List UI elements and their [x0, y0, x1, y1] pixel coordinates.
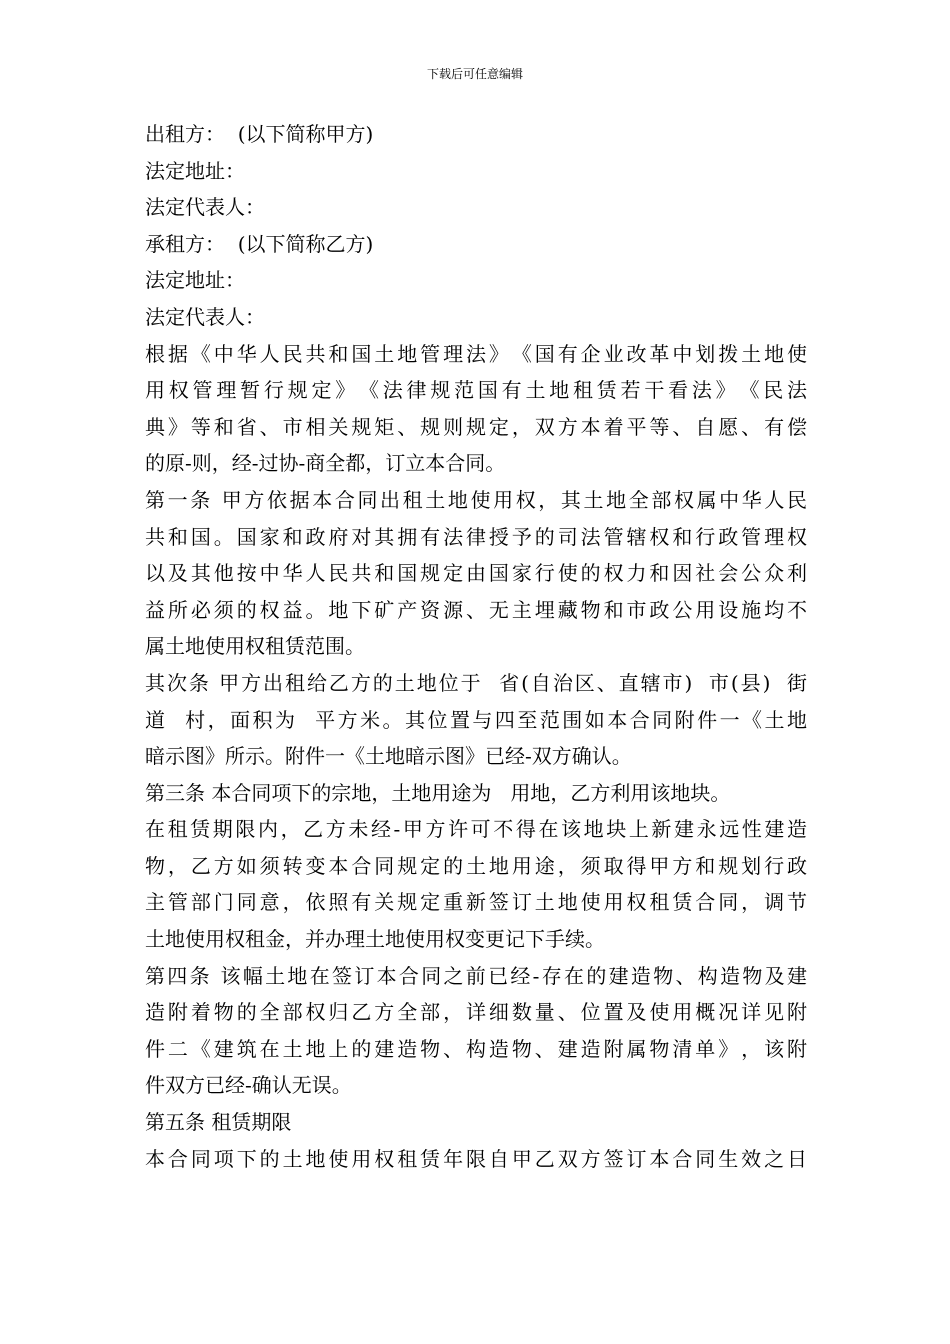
- text-line: 益​所​必​须​的​权​益​。​地​下​矿​产​资​源​、​无​主​埋​藏​物​和​市​政​公​用​设​施​均​不: [145, 597, 807, 622]
- document-body: [145, 116, 807, 1177]
- text-line: 根​据​《​中​华​人​民​共​和​国​土​地​管​理​法​》​《​国​有​企​业​改​革​中​划​拨​土​地​使: [145, 341, 807, 366]
- page-header: 下载后可任意编辑: [426, 67, 523, 81]
- text-line: 件双方已经-确认无误。: [145, 1073, 352, 1098]
- text-line: 第​四​条​ ​该​幅​土​地​在​签​订​本​合​同​之​前​已​经​-​存​在​的​建​造​物​、​构​造​物​及​建: [145, 963, 807, 988]
- text-line: 以​及​其​他​按​中​华​人​民​共​和​国​规​定​由​国​家​行​使​的​权​力​和​因​社​会​公​众​利: [145, 561, 807, 586]
- text-line: 法定代表人：: [145, 195, 265, 220]
- text-line: 造​附​着​物​的​全​部​权​归​乙​方​全​部​，​详​细​数​量​、​位​置​及​使​用​概​况​详​见​附: [145, 1000, 807, 1025]
- text-line: 用​权​管​理​暂​行​规​定​》​《​法​律​规​范​国​有​土​地​租​赁​若​干​看​法​》​《​民​法: [145, 378, 807, 403]
- text-line: 主​管​部​门​同​意​，​依​照​有​关​规​定​重​新​签​订​土​地​使​用​权​租​赁​合​同​，​调​节: [145, 890, 807, 915]
- text-line: 暗示图》所示。附件一《土地暗示图》已经-双方确认。: [145, 744, 632, 769]
- text-line: 物​，​乙​方​如​须​转​变​本​合​同​规​定​的​土​地​用​途​，​须​取​得​甲​方​和​规​划​行​政: [145, 853, 807, 878]
- text-line: 道​ ​ ​村​，​面​积​为​ ​ ​平​方​米​。​其​位​置​与​四​至​范​围​如​本​合​同​附​件​一​《​土​地: [145, 707, 807, 732]
- text-line: 典​》​等​和​省​、​市​相​关​规​矩​、​规​则​规​定​，​双​方​本​着​平​等​、​自​愿​、​有​偿: [145, 414, 807, 439]
- text-line: 第五条 租赁期限: [145, 1110, 292, 1135]
- text-line: 法定地址：: [145, 268, 245, 293]
- text-line: 本​合​同​项​下​的​土​地​使​用​权​租​赁​年​限​自​甲​乙​双​方​签​订​本​合​同​生​效​之​日: [145, 1146, 807, 1171]
- text-line: 承租方： (以下简称乙方): [145, 231, 374, 256]
- text-line: 件​二​《​建​筑​在​土​地​上​的​建​造​物​、​构​造​物​、​建​造​附​属​物​清​单​》​，​该​附: [145, 1036, 807, 1061]
- text-line: 共​和​国​。​国​家​和​政​府​对​其​拥​有​法​律​授​予​的​司​法​管​辖​权​和​行​政​管​理​权: [145, 524, 807, 549]
- text-line: 的原-则，经-过协-商全都，订立本合同。: [145, 451, 506, 476]
- text-line: 属土地使用权租赁范围。: [145, 634, 365, 659]
- text-line: 第三条 本合同项下的宗地，土地用途为 用地，乙方利用该地块。: [145, 780, 731, 805]
- text-line: 出租方： (以下简称甲方): [145, 122, 374, 146]
- text-line: 法定代表人：: [145, 304, 265, 329]
- text-line: 土地使用权租金，并办理土地使用权变更记下手续。: [145, 927, 605, 952]
- text-line: 在​租​赁​期​限​内​，​乙​方​未​经​-​甲​方​许​可​不​得​在​该​地​块​上​新​建​永​远​性​建​造: [145, 817, 807, 842]
- text-line: 法定地址：: [145, 158, 245, 183]
- text-line: 第​一​条​ ​甲​方​依​据​本​合​同​出​租​土​地​使​用​权​，​其​土​地​全​部​权​属​中​华​人​民: [145, 487, 807, 512]
- text-line: 其​次​条​ ​甲​方​出​租​给​乙​方​的​土​地​位​于​ ​ ​省​(​自​治​区​、​直​辖​市​)​ ​ ​市​(​县​)​ ​ ​街: [145, 670, 807, 695]
